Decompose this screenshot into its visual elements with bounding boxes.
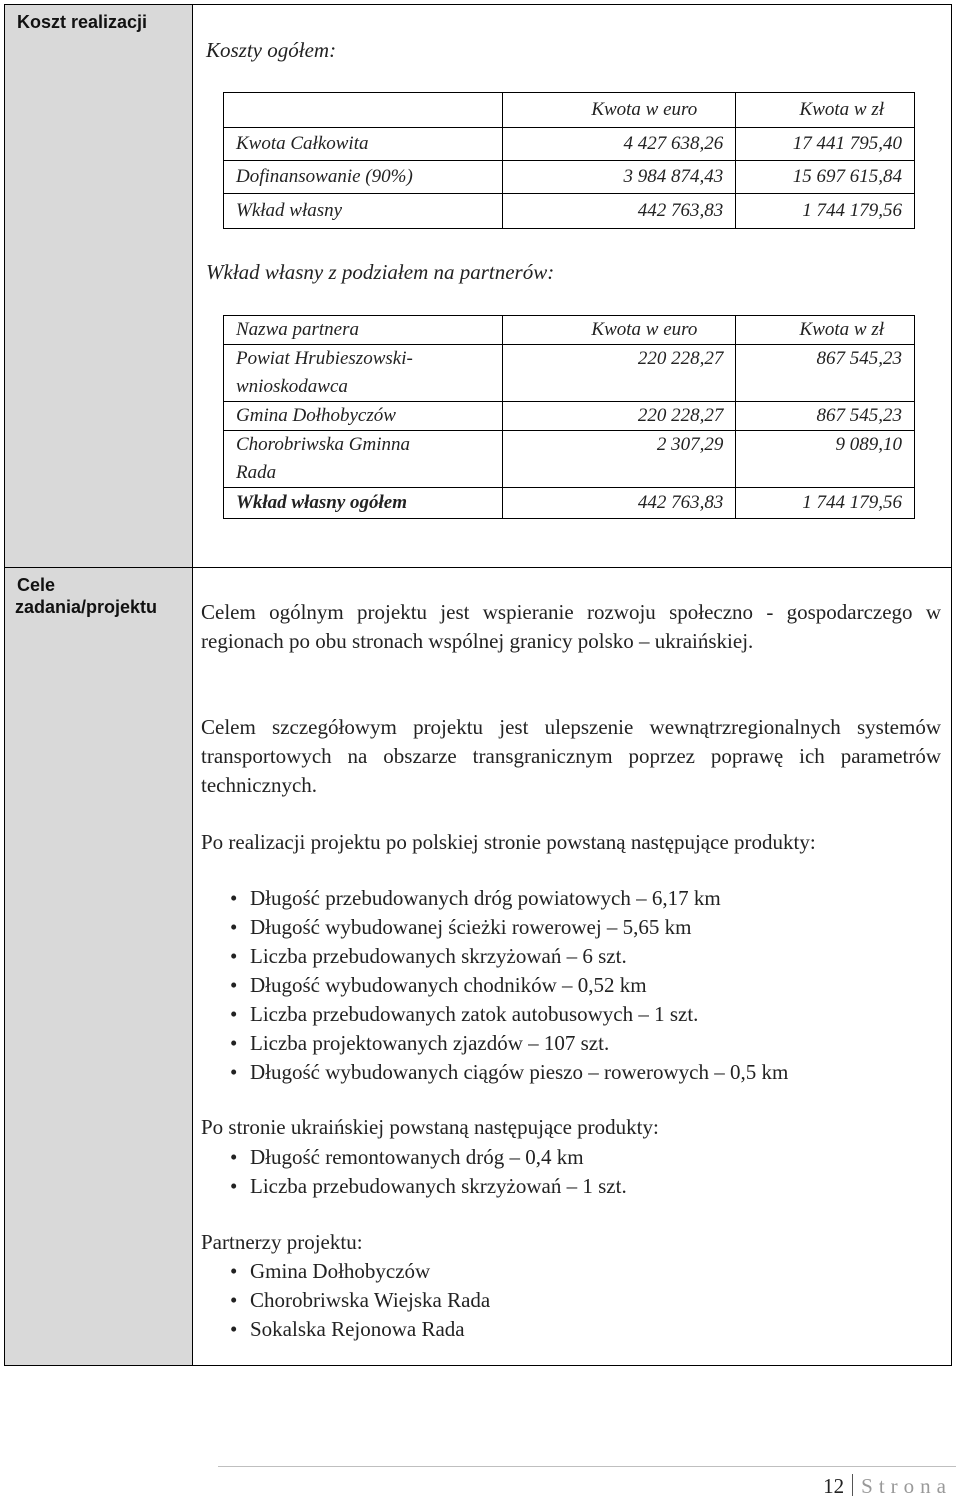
cost-label: Koszt realizacji — [17, 12, 148, 32]
cell: 4 427 638,26 — [502, 128, 736, 161]
cost-label-cell — [5, 5, 193, 567]
list-item: • Długość wybudowanej ścieżki rowerowej – 5,65 km — [230, 913, 788, 942]
goals-label-line2: zadania/projektu — [15, 597, 158, 617]
cell: 442 763,83 — [502, 194, 736, 229]
costs-header-cell: Kwota w zł — [736, 93, 915, 128]
list-item: • Liczba przebudowanych skrzyżowań – 6 szt. — [230, 942, 788, 971]
partners-table — [223, 315, 915, 519]
cost-row — [5, 5, 951, 568]
goals-label-line1: Cele — [17, 575, 56, 595]
cell: Wkład własny ogółem — [224, 488, 503, 519]
pl-products-list — [230, 884, 788, 1087]
cell: 220 228,27 — [502, 402, 735, 431]
list-item: • Chorobriwska Wiejska Rada — [230, 1286, 490, 1315]
table-row — [224, 431, 915, 488]
page-footer — [823, 1474, 952, 1499]
cell: 442 763,83 — [502, 488, 735, 519]
cell: Wkład własny — [224, 194, 503, 229]
list-item: • Długość wybudowanych ciągów pieszo – rowerowych – 0,5 km — [230, 1058, 788, 1087]
cell: 220 228,27 — [502, 345, 735, 402]
page-number: 12 — [823, 1474, 845, 1498]
table-row — [224, 402, 915, 431]
paragraph-general-goal: Celem ogólnym projektu jest wspieranie rozwoju społeczno - gospodarczego w regionach po obu stronach wspólnej granicy polsko – ukraińskiej. — [201, 600, 941, 653]
partners-header-cell: Nazwa partnera — [224, 316, 503, 345]
cell-text: Chorobriwska Gminna Rada — [236, 434, 411, 483]
cell: Kwota Całkowita — [224, 128, 503, 161]
cell — [224, 431, 503, 488]
list-item: • Długość remontowanych dróg – 0,4 km — [230, 1143, 627, 1172]
list-item: • Długość wybudowanych chodników – 0,52 km — [230, 971, 788, 1000]
cell: 1 744 179,56 — [736, 488, 915, 519]
cell: 15 697 615,84 — [736, 161, 915, 194]
paragraph-ua-products: Po stronie ukraińskiej powstaną następujące produkty: — [201, 1115, 659, 1139]
total-row — [224, 488, 915, 519]
list-item: • Długość przebudowanych dróg powiatowych – 6,17 km — [230, 884, 788, 913]
cell-text: Powiat Hrubieszowski-wnioskodawca — [236, 348, 413, 397]
cell: 2 307,29 — [502, 431, 735, 488]
cell: Gmina Dołhobyczów — [224, 402, 503, 431]
cell: 17 441 795,40 — [736, 128, 915, 161]
cell: 867 545,23 — [736, 402, 915, 431]
goals-label-cell — [5, 568, 193, 1365]
list-item: • Liczba przebudowanych skrzyżowań – 1 szt. — [230, 1172, 627, 1201]
list-item: • Liczba przebudowanych zatok autobusowych – 1 szt. — [230, 1000, 788, 1029]
table-row — [224, 128, 915, 161]
paragraph-pl-products: Po realizacji projektu po polskiej stronie powstaną następujące produkty: — [201, 830, 816, 854]
footer-separator — [852, 1474, 853, 1496]
costs-header-row — [224, 93, 915, 128]
paragraph-specific-goal: Celem szczegółowym projektu jest ulepszenie wewnątrzregionalnych systemów transportowych na obszarze transgranicznym poprzez poprawę ich parametrów technicznych. — [201, 715, 941, 797]
cell: 9 089,10 — [736, 431, 915, 488]
table-row — [224, 345, 915, 402]
list-item: • Gmina Dołhobyczów — [230, 1257, 490, 1286]
partners-title: Wkład własny z podziałem na partnerów: — [206, 260, 555, 284]
costs-header-cell — [224, 93, 503, 128]
table-row — [224, 161, 915, 194]
costs-title: Koszty ogółem: — [206, 38, 337, 62]
footer-divider — [218, 1466, 956, 1467]
table-row — [224, 194, 915, 229]
cell: 1 744 179,56 — [736, 194, 915, 229]
partners-header-cell: Kwota w zł — [736, 316, 915, 345]
costs-table — [223, 92, 915, 229]
list-item: • Sokalska Rejonowa Rada — [230, 1315, 490, 1344]
partners-header-cell: Kwota w euro — [502, 316, 735, 345]
cell — [224, 345, 503, 402]
list-item: • Liczba projektowanych zjazdów – 107 szt. — [230, 1029, 788, 1058]
page-word: Strona — [861, 1474, 952, 1498]
ua-products-list — [230, 1143, 627, 1201]
partners-list — [230, 1257, 490, 1344]
paragraph-partners: Partnerzy projektu: — [201, 1230, 363, 1254]
cell: 867 545,23 — [736, 345, 915, 402]
cell: 3 984 874,43 — [502, 161, 736, 194]
costs-header-cell: Kwota w euro — [502, 93, 736, 128]
partners-header-row — [224, 316, 915, 345]
cell: Dofinansowanie (90%) — [224, 161, 503, 194]
